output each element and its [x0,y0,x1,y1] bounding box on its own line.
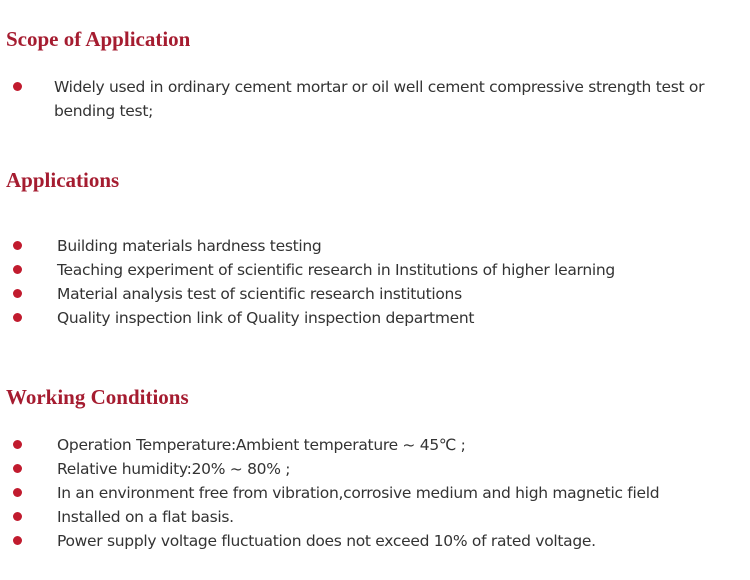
working-conditions-item-text: Power supply voltage fluctuation does not exceed 10% of rated voltage. [57,532,596,550]
working-conditions-heading: Working Conditions [6,385,189,409]
bullet-icon [13,512,22,521]
working-conditions-list-item [0,457,740,481]
applications-list-item [0,306,740,330]
bullet-icon [13,536,22,545]
working-conditions-list-item [0,481,740,505]
bullet-icon [13,313,22,322]
scope-heading: Scope of Application [6,27,191,51]
bullet-icon [13,289,22,298]
working-conditions-item-text: Operation Temperature:Ambient temperature ~ 45℃ ; [57,436,466,454]
applications-item-text: Material analysis test of scientific research institutions [57,285,462,303]
bullet-icon [13,464,22,473]
scope-item-text: Widely used in ordinary cement mortar or oil well cement compressive strength test or bending test; [54,78,705,120]
applications-list-item [0,258,740,282]
bullet-icon [13,440,22,449]
working-conditions-list-item [0,529,740,553]
bullet-icon [13,488,22,497]
applications-heading: Applications [6,168,120,192]
working-conditions-item-text: In an environment free from vibration,corrosive medium and high magnetic field [57,484,660,502]
applications-item-text: Quality inspection link of Quality inspection department [57,309,475,327]
applications-item-text: Teaching experiment of scientific research in Institutions of higher learning [57,261,615,279]
working-conditions-list-item [0,433,740,457]
applications-item-text: Building materials hardness testing [57,237,322,255]
bullet-icon [13,82,22,91]
scope-list-item [0,75,740,125]
working-conditions-list-item [0,505,740,529]
bullet-icon [13,241,22,250]
working-conditions-item-text: Installed on a flat basis. [57,508,234,526]
applications-list-item [0,282,740,306]
applications-list-item [0,234,740,258]
bullet-icon [13,265,22,274]
working-conditions-item-text: Relative humidity:20% ~ 80% ; [57,460,291,478]
